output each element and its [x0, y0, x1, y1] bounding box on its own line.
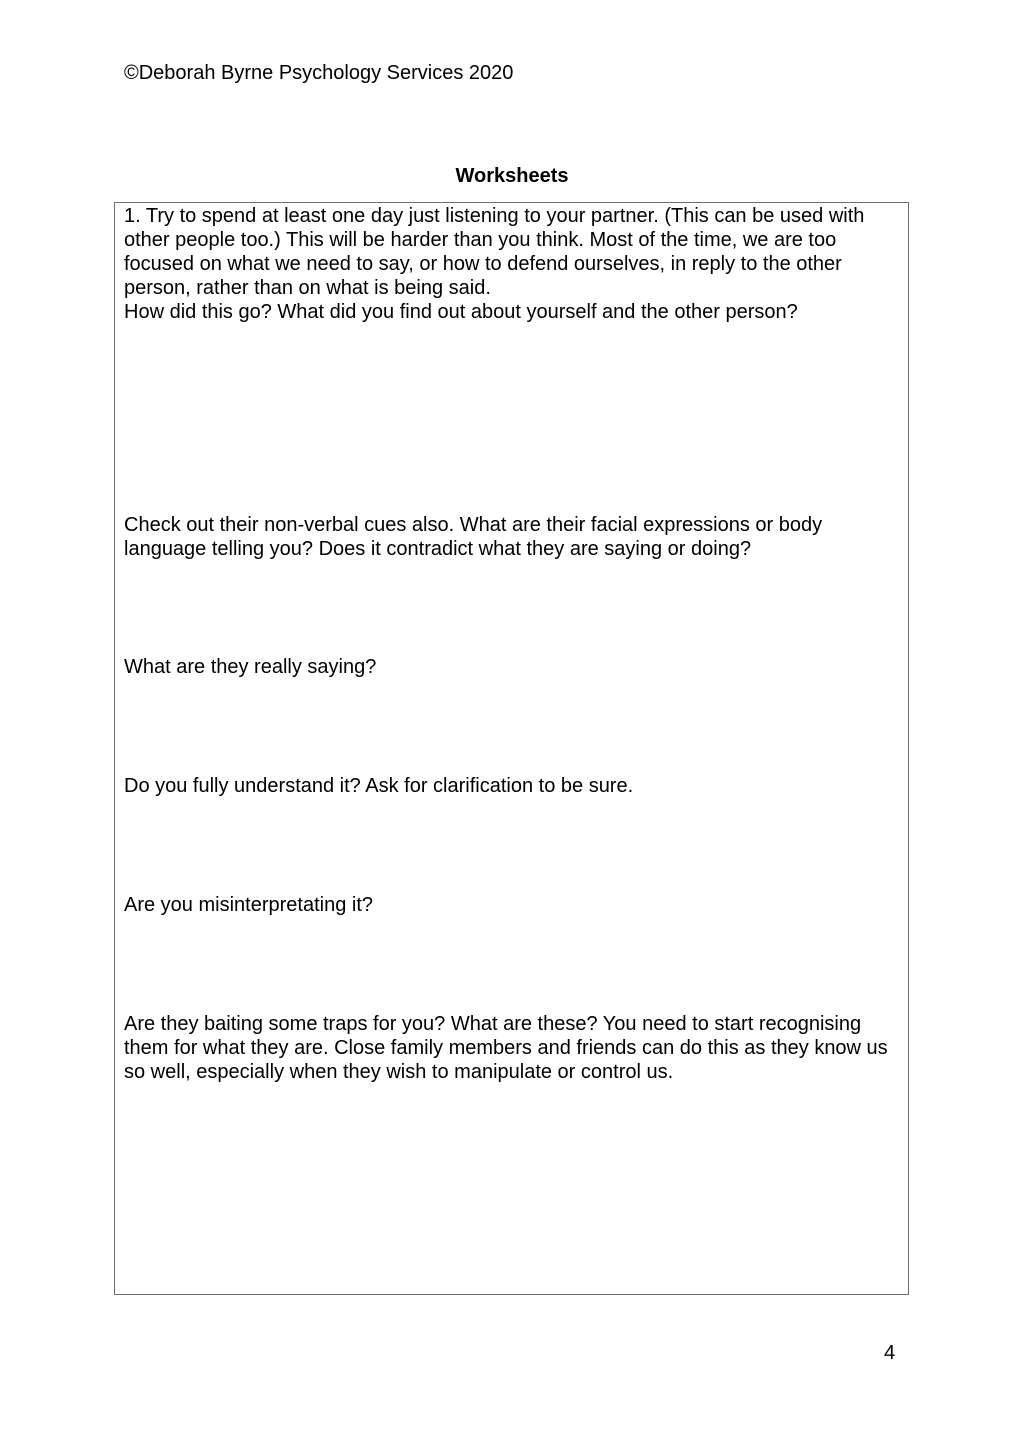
question-baiting-traps: Are they baiting some traps for you? What are these? You need to start recognising them for what they are. Close family members and friends can do this as they know us so well, especially when they wish to manipulate or control us.: [124, 1013, 888, 1083]
question-fully-understand: Do you fully understand it? Ask for clarification to be sure.: [124, 775, 634, 797]
question-misinterpreting: Are you misinterpretating it?: [124, 894, 374, 916]
page-title: Worksheets: [455, 165, 569, 187]
question-really-saying: What are they really saying?: [124, 656, 377, 678]
worksheet-intro-block: [124, 204, 896, 324]
copyright-header: ©Deborah Byrne Psychology Services 2020: [124, 62, 514, 84]
worksheet-intro: 1. Try to spend at least one day just listening to your partner. (This can be used with other people too.) This will be harder than you think. Most of the time, we are too focused on what we need to say, or how to defend ourselves, in reply to the other person, rather than on what is being said.: [124, 205, 865, 299]
page-number: 4: [884, 1342, 896, 1364]
question-non-verbal-cues: Check out their non-verbal cues also. What are their facial expressions or body language telling you? Does it contradict what they are saying or doing?: [124, 514, 823, 560]
worksheet-box: [114, 202, 909, 1295]
question-how-did-this-go: How did this go? What did you find out about yourself and the other person?: [124, 301, 798, 323]
